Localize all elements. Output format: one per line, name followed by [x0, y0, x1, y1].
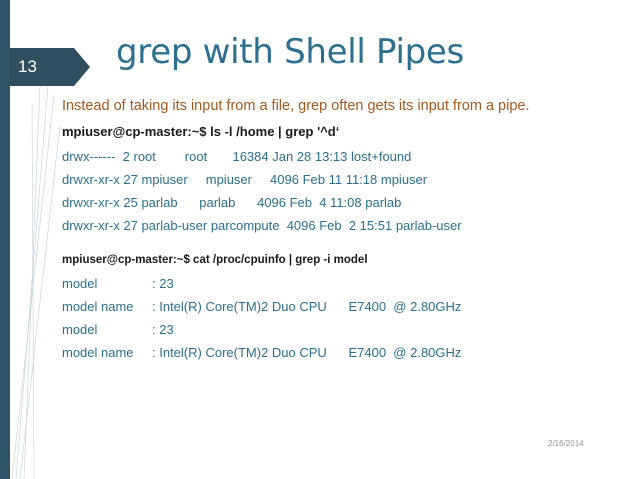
left-accent-bar: [0, 0, 10, 479]
ls-output-line: drwx------ 2 root root 16384 Jan 28 13:13 lost+found: [62, 149, 412, 164]
ls-output-line: drwxr-xr-x 27 mpiuser mpiuser 4096 Feb 11 11:18 mpiuser: [62, 172, 428, 187]
intro-text: Instead of taking its input from a file, grep often gets its input from a pipe.: [62, 98, 530, 114]
slide-title: grep with Shell Pipes: [116, 32, 464, 72]
cpuinfo-value: : 23: [152, 276, 174, 291]
cpuinfo-value: : Intel(R) Core(TM)2 Duo CPU E7400 @ 2.80GHz: [152, 345, 462, 360]
slide-number: 13: [18, 57, 37, 76]
cpuinfo-key: model name: [62, 345, 134, 360]
command-cpuinfo-grep: mpiuser@cp-master:~$ cat /proc/cpuinfo | grep -i model: [62, 254, 368, 266]
cpuinfo-key: model: [62, 276, 98, 291]
cpuinfo-value: : 23: [152, 322, 174, 337]
cpuinfo-key: model: [62, 322, 98, 337]
ls-output-line: drwxr-xr-x 25 parlab parlab 4096 Feb 4 11:08 parlab: [62, 195, 402, 210]
cpuinfo-key: model name: [62, 299, 134, 314]
slide-date: 2/16/2014: [548, 439, 584, 448]
command-ls-grep: mpiuser@cp-master:~$ ls -l /home | grep '^d‘: [62, 124, 340, 139]
ls-output-line: drwxr-xr-x 27 parlab-user parcompute 4096 Feb 2 15:51 parlab-user: [62, 218, 462, 233]
cpuinfo-value: : Intel(R) Core(TM)2 Duo CPU E7400 @ 2.80GHz: [152, 299, 462, 314]
decorative-lines: [10, 85, 70, 479]
